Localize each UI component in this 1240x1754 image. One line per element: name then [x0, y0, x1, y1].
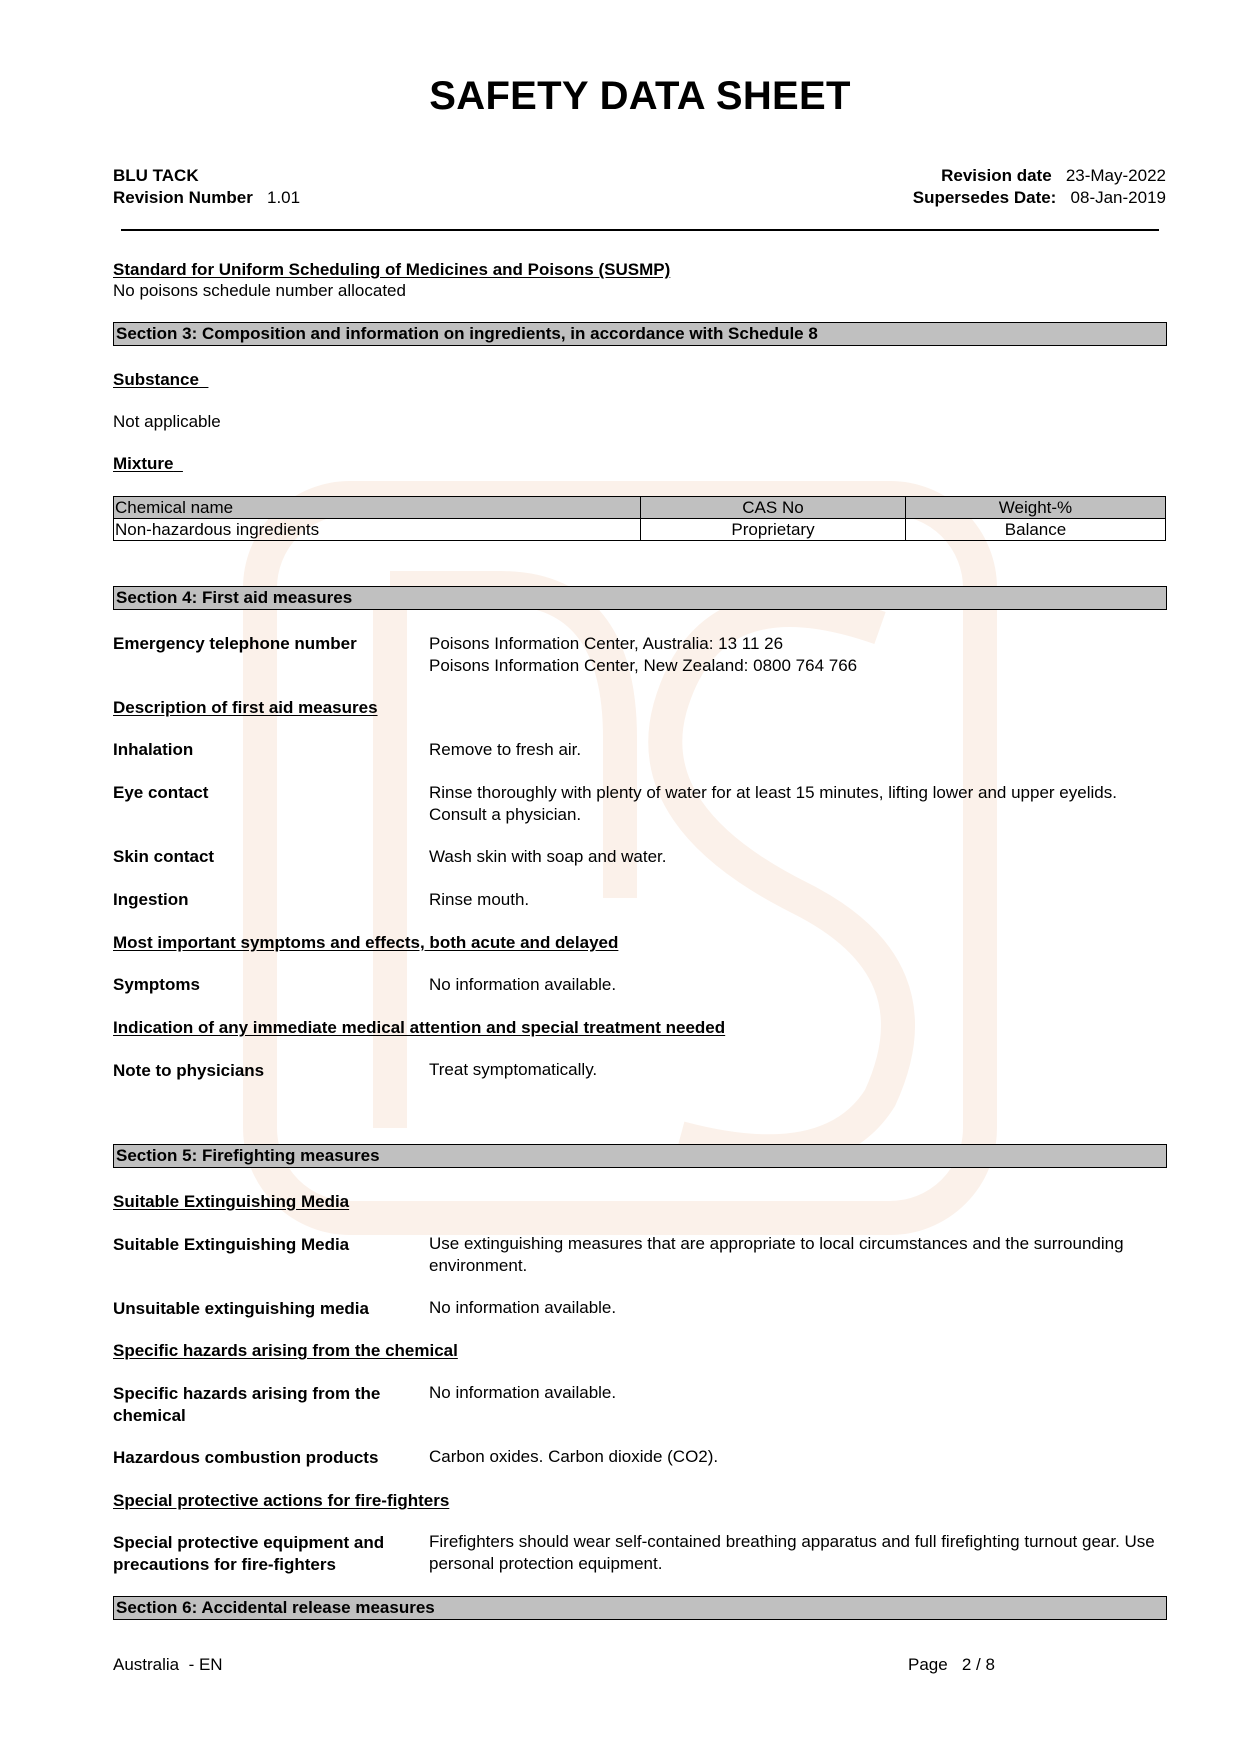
specific-hazards-label: Specific hazards arising from the chemical	[113, 1384, 381, 1425]
revision-number	[113, 187, 300, 209]
substance-heading-text: Substance	[113, 370, 199, 389]
note-to-physicians-value: Treat symptomatically.	[429, 1060, 598, 1079]
product-name: BLU TACK	[113, 166, 199, 185]
footer-page	[908, 1654, 995, 1676]
supersedes-date	[913, 187, 1166, 209]
composition-table	[113, 496, 1166, 541]
cell-weight: Balance	[906, 519, 1166, 541]
col-cas-no: CAS No	[641, 497, 906, 519]
unsuitable-media-value: No information available.	[429, 1298, 617, 1317]
table-row	[114, 519, 1166, 541]
substance-text: Not applicable	[113, 412, 221, 431]
emergency-line-australia: Poisons Information Center, Australia: 13 11 26	[429, 634, 784, 653]
substance-heading	[113, 369, 208, 391]
eye-contact-value: Rinse thoroughly with plenty of water for at least 15 minutes, lifting lower and upper eyelids. Consult a physician.	[429, 783, 1117, 824]
mixture-heading	[113, 453, 183, 475]
protective-equipment-label: Special protective equipment and precautions for fire-fighters	[113, 1533, 385, 1574]
mixture-heading-text: Mixture	[113, 454, 174, 473]
supersedes-date-value: 08-Jan-2019	[1070, 188, 1166, 207]
revision-date-label: Revision date	[941, 166, 1052, 185]
combustion-products-value: Carbon oxides. Carbon dioxide (CO2).	[429, 1447, 719, 1466]
revision-date-value: 23-May-2022	[1065, 166, 1166, 185]
inhalation-label: Inhalation	[113, 740, 194, 759]
col-chemical-name: Chemical name	[114, 497, 641, 519]
cell-cas-no: Proprietary	[641, 519, 906, 541]
note-to-physicians-label: Note to physicians	[113, 1061, 265, 1080]
section-5-header: Section 5: Firefighting measures	[113, 1144, 1167, 1168]
emergency-value	[429, 633, 1159, 677]
susmp-heading: Standard for Uniform Scheduling of Medicines and Poisons (SUSMP)	[113, 260, 671, 279]
footer-page-label: Page	[908, 1655, 948, 1674]
document-title: SAFETY DATA SHEET	[429, 74, 851, 118]
footer-locale: Australia - EN	[113, 1655, 223, 1674]
symptoms-heading: Most important symptoms and effects, both acute and delayed	[113, 933, 619, 952]
eye-contact-label: Eye contact	[113, 783, 209, 802]
suitable-media-label: Suitable Extinguishing Media	[113, 1235, 350, 1254]
header-divider	[121, 229, 1159, 231]
revision-number-value: 1.01	[266, 188, 301, 207]
ingestion-value: Rinse mouth.	[429, 890, 530, 909]
inhalation-value: Remove to fresh air.	[429, 740, 582, 759]
specific-hazards-value: No information available.	[429, 1383, 617, 1402]
protective-equipment-value: Firefighters should wear self-contained breathing apparatus and full firefighting turnout gear. Use personal protection equipment.	[429, 1532, 1155, 1573]
emergency-line-new-zealand: Poisons Information Center, New Zealand: 0800 764 766	[429, 656, 858, 675]
ingestion-label: Ingestion	[113, 890, 189, 909]
revision-date	[941, 165, 1166, 187]
combustion-products-label: Hazardous combustion products	[113, 1448, 379, 1467]
suitable-media-value: Use extinguishing measures that are appropriate to local circumstances and the surrounding environment.	[429, 1234, 1124, 1275]
section-4-header: Section 4: First aid measures	[113, 586, 1167, 610]
skin-contact-label: Skin contact	[113, 847, 215, 866]
footer-page-value: 2 / 8	[961, 1655, 995, 1674]
supersedes-date-label: Supersedes Date:	[912, 188, 1057, 207]
suitable-media-heading: Suitable Extinguishing Media	[113, 1192, 350, 1211]
indication-heading: Indication of any immediate medical attention and special treatment needed	[113, 1018, 726, 1037]
revision-number-label: Revision Number	[113, 188, 253, 207]
section-6-header: Section 6: Accidental release measures	[113, 1596, 1167, 1620]
symptoms-value: No information available.	[429, 975, 617, 994]
skin-contact-value: Wash skin with soap and water.	[429, 847, 667, 866]
section-3-header: Section 3: Composition and information on ingredients, in accordance with Schedule 8	[113, 322, 1167, 346]
specific-hazards-heading: Specific hazards arising from the chemical	[113, 1341, 458, 1360]
first-aid-heading: Description of first aid measures	[113, 698, 378, 717]
cell-chemical-name: Non-hazardous ingredients	[114, 519, 641, 541]
table-header-row	[114, 497, 1166, 519]
emergency-label: Emergency telephone number	[113, 634, 357, 653]
susmp-text: No poisons schedule number allocated	[113, 281, 406, 300]
unsuitable-media-label: Unsuitable extinguishing media	[113, 1299, 369, 1318]
symptoms-label: Symptoms	[113, 975, 200, 994]
col-weight: Weight-%	[906, 497, 1166, 519]
protective-actions-heading: Special protective actions for fire-fighters	[113, 1491, 450, 1510]
